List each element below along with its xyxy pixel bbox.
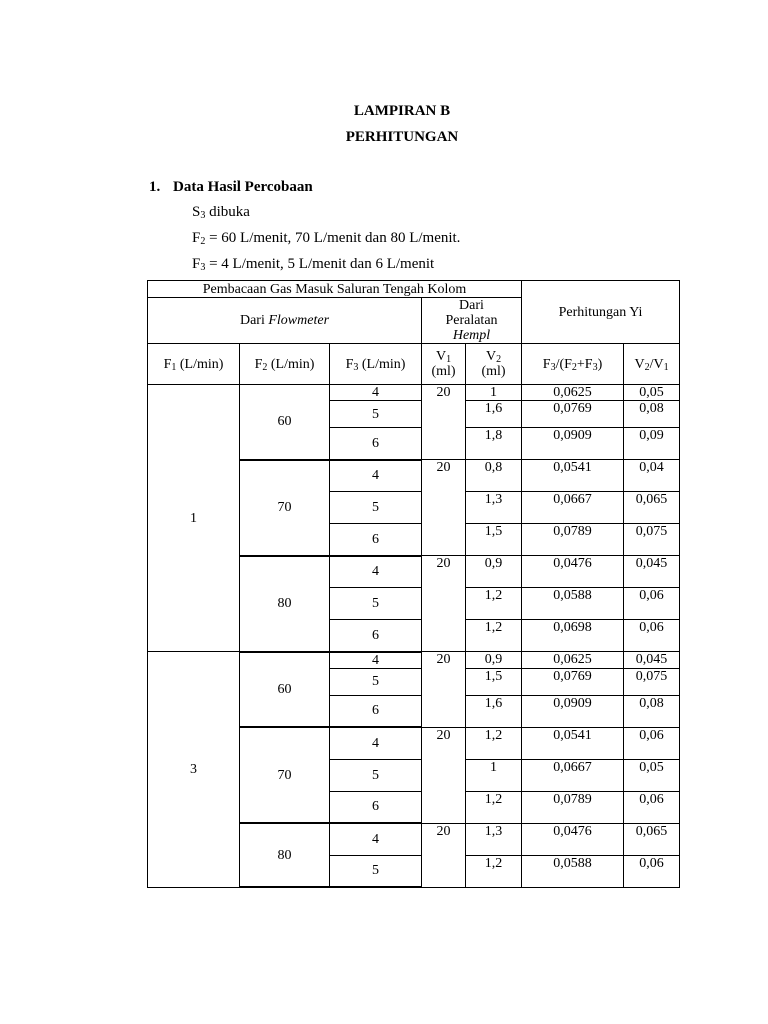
cell-v2-v1: 0,075 bbox=[624, 524, 680, 556]
cell-ratio: 0,0588 bbox=[522, 588, 624, 620]
cell-f3: 6 bbox=[330, 791, 422, 823]
subscript: 2 bbox=[571, 361, 577, 373]
text: (ml) bbox=[481, 364, 506, 379]
col-v1 bbox=[422, 344, 466, 385]
cell-ratio: 0,0625 bbox=[522, 652, 624, 669]
cell-ratio: 0,0625 bbox=[522, 385, 624, 401]
cell-f3: 5 bbox=[330, 668, 422, 695]
cell-v2: 1,3 bbox=[466, 492, 522, 524]
cell-v2-v1: 0,05 bbox=[624, 385, 680, 401]
header-perhitungan: Perhitungan Yi bbox=[522, 281, 680, 344]
text: S bbox=[192, 204, 201, 220]
text: F bbox=[192, 256, 201, 272]
col-v2 bbox=[466, 344, 522, 385]
cell-ratio: 0,0541 bbox=[522, 727, 624, 759]
text: V bbox=[485, 349, 497, 364]
cell-v2: 0,8 bbox=[466, 460, 522, 492]
text: (ml) bbox=[431, 364, 456, 379]
subscript: 3 bbox=[200, 210, 206, 221]
page-subtitle: PERHITUNGAN bbox=[345, 129, 459, 145]
cell-v2-v1: 0,04 bbox=[624, 460, 680, 492]
subscript: 1 bbox=[663, 361, 669, 373]
subscript: 3 bbox=[592, 361, 598, 373]
subscript: 3 bbox=[550, 361, 556, 373]
cell-f3: 4 bbox=[330, 460, 422, 492]
text: F bbox=[345, 356, 354, 372]
text: = 4 L/menit, 5 L/menit dan 6 L/menit bbox=[205, 256, 435, 272]
cell-f2: 70 bbox=[240, 460, 330, 556]
cell-f3: 5 bbox=[330, 759, 422, 791]
cell-v2: 1,6 bbox=[466, 695, 522, 727]
cell-v2: 1,8 bbox=[466, 428, 522, 460]
cell-f3: 5 bbox=[330, 492, 422, 524]
subscript: 2 bbox=[644, 361, 650, 373]
text: (L/min) bbox=[176, 356, 224, 372]
cell-ratio: 0,0789 bbox=[522, 524, 624, 556]
subscript: 3 bbox=[200, 262, 206, 273]
text: (L/min) bbox=[267, 356, 315, 372]
section-title: Data Hasil Percobaan bbox=[173, 179, 313, 195]
section-number: 1. bbox=[149, 179, 161, 195]
cell-f1: 1 bbox=[148, 385, 240, 652]
col-ratio bbox=[522, 344, 624, 385]
cell-v1: 20 bbox=[422, 460, 466, 556]
page-title: LAMPIRAN B bbox=[353, 103, 451, 119]
text: /(F bbox=[555, 356, 572, 372]
cell-f3: 4 bbox=[330, 556, 422, 588]
cell-v1: 20 bbox=[422, 823, 466, 887]
cell-f2: 60 bbox=[240, 652, 330, 728]
table-row bbox=[148, 385, 680, 401]
cell-f3: 4 bbox=[330, 385, 422, 401]
cell-f3: 5 bbox=[330, 401, 422, 428]
cell-ratio: 0,0909 bbox=[522, 695, 624, 727]
text: dibuka bbox=[205, 204, 250, 220]
cell-v2: 1,5 bbox=[466, 524, 522, 556]
subscript: 2 bbox=[262, 361, 268, 373]
text: /V bbox=[649, 356, 664, 372]
cell-v2-v1: 0,065 bbox=[624, 492, 680, 524]
table-row bbox=[148, 652, 680, 669]
cell-ratio: 0,0541 bbox=[522, 460, 624, 492]
cell-v2-v1: 0,06 bbox=[624, 620, 680, 652]
text: F bbox=[192, 230, 201, 246]
text: F bbox=[542, 356, 551, 372]
text: Hempl bbox=[452, 328, 491, 343]
cell-f2: 70 bbox=[240, 727, 330, 823]
cell-v2-v1: 0,08 bbox=[624, 695, 680, 727]
cell-ratio: 0,0909 bbox=[522, 428, 624, 460]
cell-f3: 6 bbox=[330, 428, 422, 460]
cell-ratio: 0,0769 bbox=[522, 668, 624, 695]
cell-v2: 0,9 bbox=[466, 556, 522, 588]
cell-f2: 80 bbox=[240, 823, 330, 887]
cell-f3: 6 bbox=[330, 620, 422, 652]
cell-v2-v1: 0,075 bbox=[624, 668, 680, 695]
subscript: 1 bbox=[446, 354, 452, 365]
header-pembacaan: Pembacaan Gas Masuk Saluran Tengah Kolom bbox=[148, 281, 522, 298]
cell-f3: 4 bbox=[330, 823, 422, 855]
cell-v2-v1: 0,045 bbox=[624, 556, 680, 588]
cell-v2: 1,2 bbox=[466, 727, 522, 759]
cell-f2: 60 bbox=[240, 385, 330, 460]
cell-f3: 5 bbox=[330, 588, 422, 620]
subscript: 3 bbox=[353, 361, 359, 373]
cell-ratio: 0,0667 bbox=[522, 492, 624, 524]
cell-f3: 4 bbox=[330, 727, 422, 759]
col-f1 bbox=[148, 344, 240, 385]
header-hempl bbox=[422, 298, 522, 344]
cell-v2-v1: 0,08 bbox=[624, 401, 680, 428]
cell-v2-v1: 0,045 bbox=[624, 652, 680, 669]
cell-v2-v1: 0,05 bbox=[624, 759, 680, 791]
cell-v2: 0,9 bbox=[466, 652, 522, 669]
cell-v2-v1: 0,065 bbox=[624, 823, 680, 855]
text: Dari Peralatan bbox=[445, 298, 498, 328]
text: +F bbox=[576, 356, 593, 372]
cell-f1: 3 bbox=[148, 652, 240, 888]
condition-f3 bbox=[192, 256, 434, 273]
subscript: 1 bbox=[171, 361, 177, 373]
cell-f3: 6 bbox=[330, 695, 422, 727]
cell-ratio: 0,0769 bbox=[522, 401, 624, 428]
cell-f3: 6 bbox=[330, 524, 422, 556]
cell-f2: 80 bbox=[240, 556, 330, 652]
cell-ratio: 0,0789 bbox=[522, 791, 624, 823]
cell-f3: 4 bbox=[330, 652, 422, 669]
condition-f2 bbox=[192, 230, 460, 247]
cell-v2: 1,2 bbox=[466, 620, 522, 652]
col-f2 bbox=[240, 344, 330, 385]
cell-v2: 1,3 bbox=[466, 823, 522, 855]
cell-v2: 1,2 bbox=[466, 791, 522, 823]
text: Flowmeter bbox=[268, 313, 330, 328]
cell-v2: 1 bbox=[466, 759, 522, 791]
cell-f3: 5 bbox=[330, 855, 422, 887]
cell-v2-v1: 0,06 bbox=[624, 588, 680, 620]
cell-v2: 1 bbox=[466, 385, 522, 401]
cell-v1: 20 bbox=[422, 556, 466, 652]
cell-v2: 1,5 bbox=[466, 668, 522, 695]
subscript: 2 bbox=[496, 354, 502, 365]
data-table bbox=[147, 280, 680, 888]
cell-ratio: 0,0476 bbox=[522, 823, 624, 855]
cell-ratio: 0,0588 bbox=[522, 855, 624, 887]
cell-ratio: 0,0667 bbox=[522, 759, 624, 791]
text: ) bbox=[597, 356, 603, 372]
cell-v1: 20 bbox=[422, 385, 466, 460]
text: V bbox=[634, 356, 645, 372]
cell-v2-v1: 0,09 bbox=[624, 428, 680, 460]
subscript: 2 bbox=[200, 236, 206, 247]
cell-v1: 20 bbox=[422, 652, 466, 728]
text: = 60 L/menit, 70 L/menit dan 80 L/menit. bbox=[205, 230, 461, 246]
text: F bbox=[254, 356, 263, 372]
cell-v2-v1: 0,06 bbox=[624, 855, 680, 887]
cell-v2-v1: 0,06 bbox=[624, 791, 680, 823]
cell-v2: 1,6 bbox=[466, 401, 522, 428]
cell-v1: 20 bbox=[422, 727, 466, 823]
cell-ratio: 0,0698 bbox=[522, 620, 624, 652]
col-v2-v1 bbox=[624, 344, 680, 385]
cell-v2: 1,2 bbox=[466, 588, 522, 620]
cell-ratio: 0,0476 bbox=[522, 556, 624, 588]
cell-v2: 1,2 bbox=[466, 855, 522, 887]
text: (L/min) bbox=[358, 356, 406, 372]
condition-s3 bbox=[192, 204, 250, 221]
text: F bbox=[163, 356, 172, 372]
text: V bbox=[435, 349, 447, 364]
col-f3 bbox=[330, 344, 422, 385]
cell-v2-v1: 0,06 bbox=[624, 727, 680, 759]
text: Dari bbox=[239, 313, 269, 328]
header-flowmeter bbox=[148, 298, 422, 344]
section-heading bbox=[149, 179, 313, 196]
